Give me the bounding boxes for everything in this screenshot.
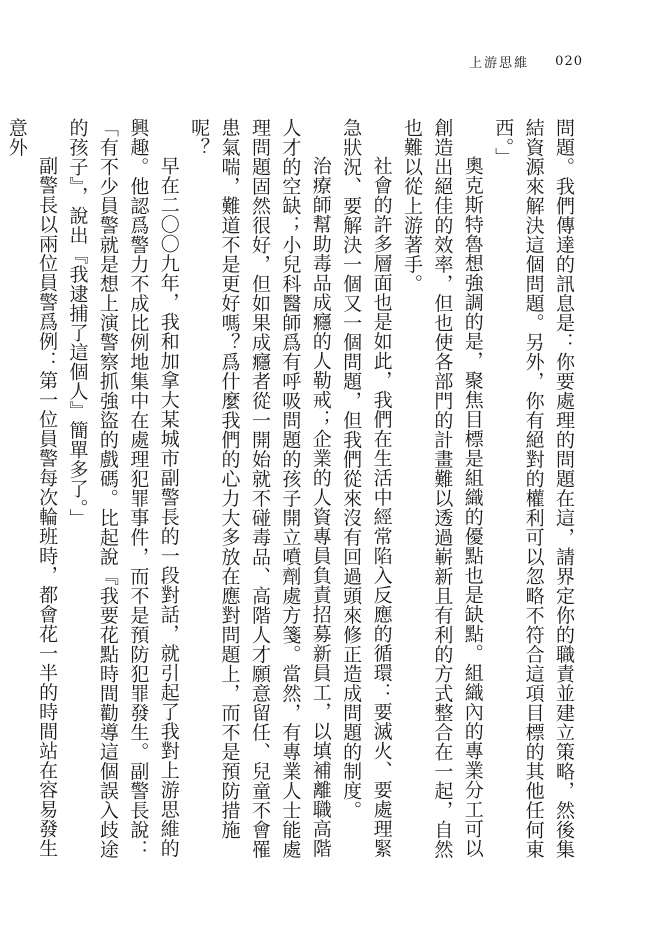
running-head [469,52,583,71]
paragraph-2: 奧克斯特魯想強調的是，聚焦目標是組織的優點也是缺點。組織內的專業分工可以創造出絕佳的效率，但也使各部門的計畫難以透過嶄新且有利的方式整合在一起，自然也難以從上游著手。 [400,118,484,859]
body-text [5,118,579,873]
page-number: 020 [555,54,583,69]
book-title: 上游思維 [469,56,530,71]
paragraph-1: 問題。我們傳達的訊息是：你要處理的問題在這，請界定你的職責並建立策略，然後集結資源來解決這個問題。另外，你有絕對的權利可以忽略不符合這項目標的其他任何東西。」 [492,118,575,859]
paragraph-3: 社會的許多層面也是如此，我們在生活中經常陷入反應的循環：要滅火、要處理緊急狀況、要解決一個又一個問題，但我們從來沒有回過頭來修正造成問題的制度。 [340,118,393,858]
paragraph-5: 早在二〇〇九年，我和加拿大某城市副警長的一段對話，就引起了我對上游思維的興趣。他認爲警力不成比例地集中在處理犯罪事件，而不是預防犯罪發生。副警長說：「有不少員警就是想上演警察抓強盜的戲碼。比起說『我要花點時間勸導這個誤入歧途的孩子』，說出『我逮捕了這個人』簡單多了。」 [66,118,180,859]
paragraph-6: 副警長以兩位員警爲例：第一位員警每次輪班時，都會花一半的時間站在容易發生意外 [5,118,59,858]
paragraph-4: 治療師幫助毒品成癮的人勒戒；企業的人資專員負責招募新員工，以填補離職高階人才的空缺；小兒科醫師爲有呼吸問題的孩子開立噴劑處方箋。當然，有專業人士能處理問題固然很好，但如果成癮者從一開始就不碰毒品、高階人才願意留任、兒童不會罹患氣喘，難道不是更好嗎？爲什麼我們的心力大多放在應對問題上，而不是預防措施呢？ [188,118,332,859]
